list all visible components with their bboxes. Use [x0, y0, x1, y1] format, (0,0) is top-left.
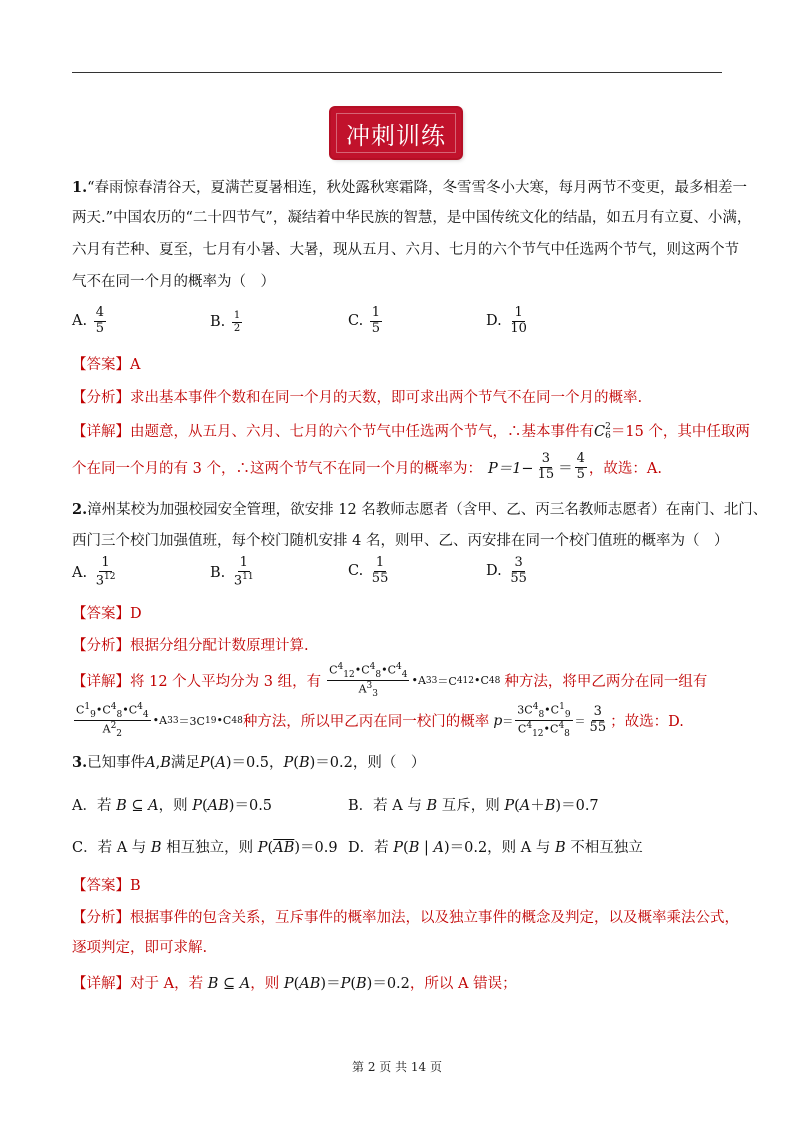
section-banner — [331, 108, 461, 158]
q2-option-d: D. $\frac{3}{55}$ — [486, 555, 527, 586]
q1-line-4: 气不在同一个月的概率为（ ） — [72, 274, 275, 290]
q2-analysis: 【分析】根据分组分配计数原理计算. — [72, 638, 309, 654]
q3-answer: 【答案】B — [72, 878, 141, 894]
q1-detail-line-2: 个在同一个月的有 3 个，∴这两个节气不在同一个月的概率为： P＝1− $\frac{3}{15}$ ＝ $\frac{4}{5}$ ，故选：A. — [72, 451, 663, 482]
q2-detail-line-1: 【详解】 将 12 个人平均分为 3 组，有 $\frac{C^4_{12}•C^4_8•C^4_4}{A^3_3}$ •A 3 3 ＝C 4 12 •C 4 8 种方法，将甲乙两分在同一组有 — [72, 662, 708, 700]
page-footer: 第 2 页 共 14 页 — [352, 1060, 442, 1074]
header-rule — [72, 72, 722, 73]
q1-option-d: D. $\frac{1}{10}$ — [486, 305, 527, 336]
q2-answer: 【答案】D — [72, 606, 142, 622]
q3-detail: 【详解】对于 A，若 B ⊆ A，则 P(AB)＝P(B)＝0.2，所以 A 错误； — [72, 976, 517, 992]
q1-detail-line-1: 【详解】由题意，从五月、六月、七月的六个节气中任选两个节气，∴基本事件有C 2 6 ＝15 个，其中任取两 — [72, 422, 750, 441]
q1-answer: 【答案】A — [72, 357, 141, 373]
q2-line-1: 2.漳州某校为加强校园安全管理，欲安排 12 名教师志愿者（含甲、乙、丙三名教师志愿者）在南门、北门、 — [72, 501, 768, 518]
q3-option-d: D．若 P(B | A)＝0.2，则 A 与 B 不相互独立 — [348, 840, 643, 856]
q1-line-2: 两天.”中国农历的“二十四节气”，凝结着中华民族的智慧，是中国传统文化的结晶，如五月有立夏、小满， — [72, 210, 752, 226]
q3-option-a: A．若 B ⊆ A，则 P(AB)＝0.5 — [72, 798, 273, 814]
q1-line-3: 六月有芒种、夏至，七月有小暑、大暑，现从五月、六月、七月的六个节气中任选两个节气，则这两个节 — [72, 242, 739, 258]
q3-analysis-line-1: 【分析】根据事件的包含关系，互斥事件的概率加法，以及独立事件的概念及判定，以及概率乘法公式， — [72, 910, 739, 926]
q1-option-b: B. $\frac{1}{2}$ — [210, 310, 241, 334]
q3-stem: 3.已知事件A,B满足P(A)＝0.5，P(B)＝0.2，则（ ） — [72, 754, 426, 771]
q3-option-c: C．若 A 与 B 相互独立，则 $P(\overline{AB})=0.9$ — [72, 840, 338, 856]
q2-option-c: C. $\frac{1}{55}$ — [348, 555, 389, 586]
q3-option-b: B．若 A 与 B 互斥，则 P(A＋B)＝0.7 — [348, 798, 599, 814]
q2-option-a: A. $\frac{1}{3^{12}}$ — [72, 555, 116, 589]
q2-detail-line-2: $\frac{C^1_9•C^4_8•C^4_4}{A^2_2}$ •A 3 3 ＝3C 1 9 •C 4 8 种方法，所以甲乙丙在同一校门的概率 p ＝ $\frac{3C^4_8•C^1_9}{C^4_{12}•C^4_8}$ ＝ $\frac{3}{55}$ ；故选：D. — [76, 702, 684, 740]
q3-analysis-line-2: 逐项判定，即可求解. — [72, 940, 208, 956]
banner-title: 冲刺训练 — [346, 121, 446, 150]
q1-line-1: 1.“春雨惊春清谷天，夏满芒夏暑相连，秋处露秋寒霜降，冬雪雪冬小大寒，每月两节不变更，最多相差一 — [72, 179, 748, 196]
q1-option-a: A. $\frac{4}{5}$ — [72, 305, 104, 336]
q2-line-2: 西门三个校门加强值班，每个校门随机安排 4 名，则甲、乙、丙安排在同一个校门值班的概率为（ ） — [72, 533, 729, 549]
q2-option-b: B. $\frac{1}{3^{11}}$ — [210, 555, 254, 589]
q1-analysis: 【分析】求出基本事件个数和在同一个月的天数，即可求出两个节气不在同一个月的概率. — [72, 390, 643, 406]
q1-option-c: C. $\frac{1}{5}$ — [348, 305, 381, 336]
